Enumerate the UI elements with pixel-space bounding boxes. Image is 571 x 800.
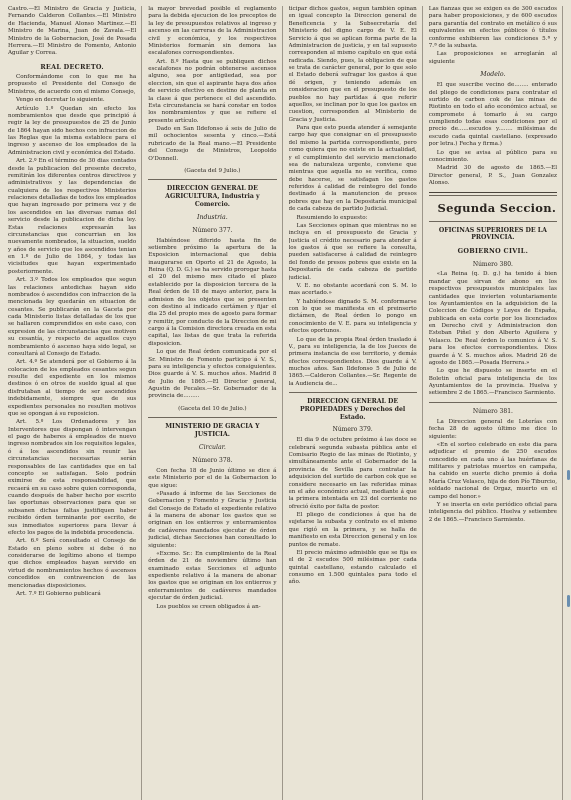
paragraph: «En el sorteo celebrado en este dia para adjudicar el premio de 250 escudos concedido en cada uno á las huérfanas de militares y patriotas muertos en campaña, ha cabido en suerte dicho premio á doña María Cruz Velasco, hija de don Pío Tiburcio, soldado nacional de Orgaz, muerto en el campo del honor.» bbox=[428, 441, 557, 500]
heading-direccion-propiedades: DIRECCION GENERAL DE PROPIEDADES y Derechos del Estado. bbox=[300, 398, 406, 421]
paragraph: Dado en San Ildefonso á seis de Julio de mil ochocientos sesenta y cinco.—Está rubricado de la Real mano.—El Presidente del Consejo de Ministros, Leopoldo O'Donnell. bbox=[148, 126, 277, 162]
paragraph: Art. 3.º Todos los empleados que segun las relaciones antedichas hayan sido nombrados ó ascendidos con infraccion de la mencionada ley quedarán en situacion de cesantes. Se publicarán en la Gaceta por cada Ministerio listas detalladas de los que se hallaren comprendidos en este caso, con expresion de las circunstancias que motiven su cesantía, y respecto de aquellos cuyo nombramiento ó ascenso haya sido legal, se consultará al Consejo de Estado. bbox=[8, 277, 137, 357]
section-divider bbox=[429, 195, 557, 196]
heading-ministerio-gracia-justicia: MINISTERIO DE GRACIA Y JUSTICIA. bbox=[165, 423, 260, 438]
paragraph: «Excmo. Sr.: En cumplimiento de la Real órden de 21 de noviembre último han examinado estas Secciones el adjunto expediente relativo á la manera de abonar los gastos que se originan en los entierros y enterramientos de cadáveres mandados ejecutar de órden judicial. bbox=[148, 550, 277, 602]
paragraph: Art. 4.º Se atenderá por el Gobierno á la colocacion de los empleados cesantes segun resulte del expediente en los mismos destinos ó en otros de sueldo igual al que disfrutaban al tiempo de ser ascendidos indebidamente, siempre que de sus expedientes personales no resulten motivos que se opongan á su reposicion. bbox=[8, 359, 137, 417]
number-377: Número 377. bbox=[192, 226, 233, 234]
paragraph: Las fianzas que se exigen es de 300 escudos para haber proposiciones, y de 600 escudos para garantía del contrato en metálico ó sus equivalentes en efectos públicos ó títulos conforme exhibieren las condiciones 5.ª y 7.ª de la subasta. bbox=[428, 6, 557, 49]
column-3 bbox=[289, 6, 423, 800]
heading-gobierno-civil: GOBIERNO CIVIL. bbox=[457, 247, 529, 256]
paragraph: Los pueblos se creen obligados á an- bbox=[156, 603, 261, 610]
paragraph: La Direccion general de Loterías con fecha 28 de agosto último me dice lo siguiente: bbox=[428, 418, 557, 440]
divider bbox=[429, 221, 557, 222]
divider bbox=[429, 402, 557, 403]
paragraph: Las proposiciones se arreglarán al siguiente bbox=[428, 51, 557, 65]
paragraph: Las Secciones opinan que mientras no se incluya en el presupuesto de Gracia y Justicia el crédito necesario para atender á los gastos á que se refiere la consulta, pueden satisfacerse á calidad de reintegro del fondo de presos pobres que existe en la Depositaría de cada cabeza de partido judicial. bbox=[288, 222, 417, 281]
paragraph: Lo que se avisa al público para su conocimiento. bbox=[428, 149, 557, 163]
paragraph: la mayor brevedad posible el reglamento para la debida ejecucion de los preceptos de la ley de presupuestos relativos al ingreso y ascenso en las carreras de la Administracion civil y económica, y los respectivos Ministerios formarán sin demora las escalafones correspondientes. bbox=[148, 6, 277, 57]
paragraph: Con fecha 18 de Junio último se dice á este Ministerio por el de la Gobernacion lo que sigue: bbox=[148, 467, 277, 489]
gazette-date-note: (Gaceta del 9 Julio.) bbox=[184, 167, 241, 174]
paragraph: Art. 5.º Los Ordenadores y los Interventores que dispongan ó intervengan el pago de haberes á empleados de nuevo ingreso nombrados sin los requisitos legales, ó á los ascendidos sin reunir las circunstancias necesarias serán responsables de las cantidades que en tal concepto se satisfagan. Solo podrán eximirse de esta responsabilidad, que recaerá en su caso sobre quien corresponda, cuando después de haber hecho por escrito las oportunas observaciones para que se subsanen dichas faltas justifiquen haber recibido órden terminante por escrito, de sus inmediatos superiores para llevar á efecto los pagos de la indebida procedencia. bbox=[8, 419, 137, 536]
paragraph: Art. 2.º En el término de 30 dias contados desde la publicacion del presente decreto, remitirán los diferentes centros directivos y administrativos y las dependencias de cualquiera de los respectivos Ministerios relaciones detalladas de todos los empleados que hayan ingresado por primera vez y de los ascendidos en las diversas ramas del servicio desde la publicacion de dicha ley. Estas relaciones expresarán las circunstancias que concurrian en los nuevamente nombrados, la situacion, sueldo y años de servicio que los ascendidos tenian en 1.º de Julio de 1864, y todas las vicisitudes que hayan experimentado posteriormente. bbox=[8, 158, 137, 275]
divider bbox=[148, 179, 276, 180]
number-381: Número 381. bbox=[472, 407, 513, 415]
subheading-modelo: Modelo. bbox=[480, 71, 506, 78]
paragraph: Resumiendo lo expuesto: bbox=[296, 214, 368, 221]
number-380: Número 380. bbox=[472, 260, 513, 268]
paragraph: Castro.—El Ministro de Gracia y Justicia, Fernando Calderon Collantes.—El Ministro de Hacienda, Manuel Alonso Martinez.—El Ministro de Marina, Juan de Zavala.—El Ministro de la Gobernacion, José de Posada Herrera.—El Ministro de Fomento, Antonio Aguilar y Correa. bbox=[8, 6, 137, 57]
paragraph: ticipar dichos gastos, segun también opinan en igual concepto la Direccion general de Beneficencia y la Subsecretaría del Ministerio del digno cargo de V. E. El Servicio á que se aplican forma parte de la Administracion de justicia, y en tal supuesto corresponden al mismo capítulo en que está radicada. Siendo, pues, la obligacion de que se trata de carácter general, por lo que solo el Estado deberá sufragar los gastos á que dé origen, y teniendo además en consideracion que en el presupuesto de los pueblos no hay partidas á que referir aquellos, se inclinan por lo que los gastos en cuestion, corresponden al Ministerio de Gracia y Justicia. bbox=[288, 6, 417, 123]
divider bbox=[148, 417, 276, 418]
paragraph: Madrid 30 de agosto de 1865.—El Director general, P. S., Juan Gonzalez Alonso. bbox=[428, 165, 557, 187]
paragraph: Lo que de Real órden comunicada por el Sr. Ministro de Fomento participo á V. S., para su inteligencia y efectos consiguientes. Dios guarde á V. S. muchos años. Madrid 8 de Julio de 1865.—El Director general, Agustin de Pecales.—Sr. Gobernador de la provincia de......... bbox=[148, 349, 277, 400]
paragraph: Y habiéndose dignado S. M. conformarse con lo que se manifiesta en el preinserto dictámen, de Real órden lo pongo en conocimiento de V. E. para su inteligencia y efectos oportunos. bbox=[288, 298, 417, 335]
section-title: Segunda Seccion. bbox=[437, 201, 557, 216]
paragraph: Y se inserta en este periódico oficial para inteligencia del público. Huelva y setiembre 2 de 1865.—Francisco Sarmiento. bbox=[428, 501, 557, 523]
paragraph: Para que esto pueda atender á semejante cargo hay que consignar en el presupuesto del mismo la partida correspondiente, pero como quiera que no existe en la actualidad, y el cumplimiento del servicio mencionado sea de naturaleza urgente, conviene que mientras que aquella no se verifica, como debe hacerse, se satisfagan los gastos referidos á calidad de reintegro del fondo destinado á la manutencion de presos pobres que hay en la Depositaría municipal de cada cabeza de partido Judicial. bbox=[288, 125, 417, 213]
paragraph: El pliego de condiciones á que ha de sujetarse la subasta y contrato es el mismo que rigió en la primera, y se halla de manifiesto en esta Direccion general y en los puntos de remate. bbox=[288, 512, 417, 548]
margin-mark bbox=[567, 470, 570, 480]
paragraph: Artículo 1.º Quedan sin efecto los nombramientos que desde que principió á regir la ley de presupuestos de 25 de Junio de 1864 hayan sido hechos con infraccion de las Reglas que la misma establece para el ingreso y ascenso de los empleados de la Administracion civil y económica del Estado. bbox=[8, 105, 137, 156]
subheading-industria: Industria. bbox=[197, 213, 228, 221]
divider bbox=[289, 392, 417, 393]
paragraph: «Pasado á informe de las Secciones de Gobernacion y Fomento y Gracia y Justicia del Consejo de Estado el expediente relativo á la manera de abonar los gastos que se originan en los entierros y enterramientos de cadáveres mandados ejecutar de órden judicial, dichas Secciones han consultado lo siguiente: bbox=[148, 490, 277, 549]
heading-real-decreto: REAL DECRETO. bbox=[40, 62, 104, 71]
paragraph: El dia 9 de octubre próximo á las doce se celebrará segunda subasta pública ante el Comisario Regio de las minas de Riotinto, y simultáneamente ante el Gobernador de la provincia de Sevilla para contratar la adquisicion del surtido de carbon cok que se considere necesario en las referidas minas en el año económico actual, mediante á que la primera intentada en 23 del corriente no ofreció éxito por falta de postor. bbox=[288, 437, 417, 510]
paragraph: V. E. no obstante acordará con S. M. lo mas acertado.» bbox=[288, 282, 417, 297]
number-379: Número 379. bbox=[332, 426, 373, 434]
paragraph: Art. 6.º Será consultado el Consejo de Estado en pleno sobre si debe ó no considerarse de legítimo abono el tiempo que dichos empleados hayan servido en virtud de nombramientos hechos ó ascensos concedidos en contravencion de las mencionadas disposiciones. bbox=[8, 538, 137, 589]
heading-oficinas-provincia: OFICINAS SUPERIORES DE LA PROVINCIA. bbox=[438, 226, 547, 242]
column-1 bbox=[8, 6, 142, 800]
paragraph: Art. 7.º El Gobierno publicará bbox=[16, 590, 101, 597]
paragraph: Lo que he dispuesto se inserte en el Boletin oficial para inteligencia de los Ayuntamientos de la provincia. Huelva y setiembre 2 de 1865.—Francisco Sarmiento. bbox=[428, 368, 557, 397]
paragraph: Conformándome con lo que me ha propuesto el Presidente del Consejo de Ministros, de acuerdo con el mismo Consejo, bbox=[8, 74, 137, 95]
paragraph: Habiéndose diferido hasta fin de setiembre próximo la apertura de la Exposicion internacional que debia inaugurarse en Oporto el 21 de Agosto, la Reina (Q. D. G.) se ha servido prorogar hasta el 20 del mismo mes citado el plazo establecido por la disposicion tercera de la Real órden de 18 de mayo anterior, para la admision de los objetos que se presenten con destino al indicado certámen y fijar el dia 25 del propio mes de agosto para formar y remitir, por conducto de la Direccion de mi cargo á la Comision directora creada en esta capital, las listas de que trata la referida disposicion. bbox=[148, 237, 277, 347]
paragraph: El precio máximo admisible que se fija es el de 2 escudos 500 milésimas por cada quintal castellano, estando calculado el consumo en 1.500 quintales para todo el año. bbox=[288, 549, 417, 586]
paragraph: El que suscribe vecino de........ enterado del pliego de condiciones para contratar el surtido de carbon cok de las minas de Riotinto en todo el año económico actual, se compromete á tomarlo á su cargo cumpliendo todas esas condiciones por el precio de......escudos y........ milésimas de escudo cada quintal castellano. (expresado por letra.) Fecha y firma.) bbox=[428, 82, 557, 148]
section-divider bbox=[429, 192, 557, 193]
paragraph: Lo que de la propia Real órden traslado á V., para su inteligencia, la de los Jueces de primera instancia de ese territorio, y demás efectos correspondientes. Dios guarde á V. muchos años. San Ildefonso 5 de Julio de 1865.—Calderon Collantes.—Sr. Regente de la Audiencia de... bbox=[288, 336, 417, 387]
gazette-date-note: (Gaceta del 10 de Julio.) bbox=[178, 405, 247, 412]
number-378: Número 378. bbox=[192, 456, 233, 464]
heading-direccion-agricultura: DIRECCION GENERAL DE AGRICULTURA, Industria y Comercio. bbox=[165, 185, 260, 208]
paragraph: Art. 8.º Hasta que se publiquen dichos escalafones no podrán obtenerse ascensos alguno, sea por antigüedad, sea por eleccion, sin que el aspirante haya dos años de servicio efectivo en destino de planta en la clase á que pertenece el del ascendido. Esta circunstancia se hará constar en todos los nombramientos y que se refiere el presente artículo. bbox=[148, 58, 277, 124]
margin-mark bbox=[567, 595, 570, 607]
column-2 bbox=[148, 6, 282, 800]
paragraph: «La Reina (q. D. g.) ha tenido á bien mandar que sirvan de abono en los respectivos presupuestos municipales las cantidades que invierten voluntariamente los Ayuntamientos en la adquisicion de la Coleccion de Códigos y Leyes de España, publicada en esta corte por los licenciados en Derecho civil y Administracion don Esteban Piñel y don Alberto Aguilera y Velasco. De Real órden lo comunico á V. S. para los efectos correspondientes. Dios guarde á V. S. muchos años. Madrid 26 de agosto de 1865.—Posada Herrera.» bbox=[428, 271, 557, 366]
paragraph: Vengo en decretar lo siguiente. bbox=[16, 97, 105, 104]
column-4 bbox=[429, 6, 563, 800]
subheading-circular: Circular. bbox=[198, 443, 226, 451]
